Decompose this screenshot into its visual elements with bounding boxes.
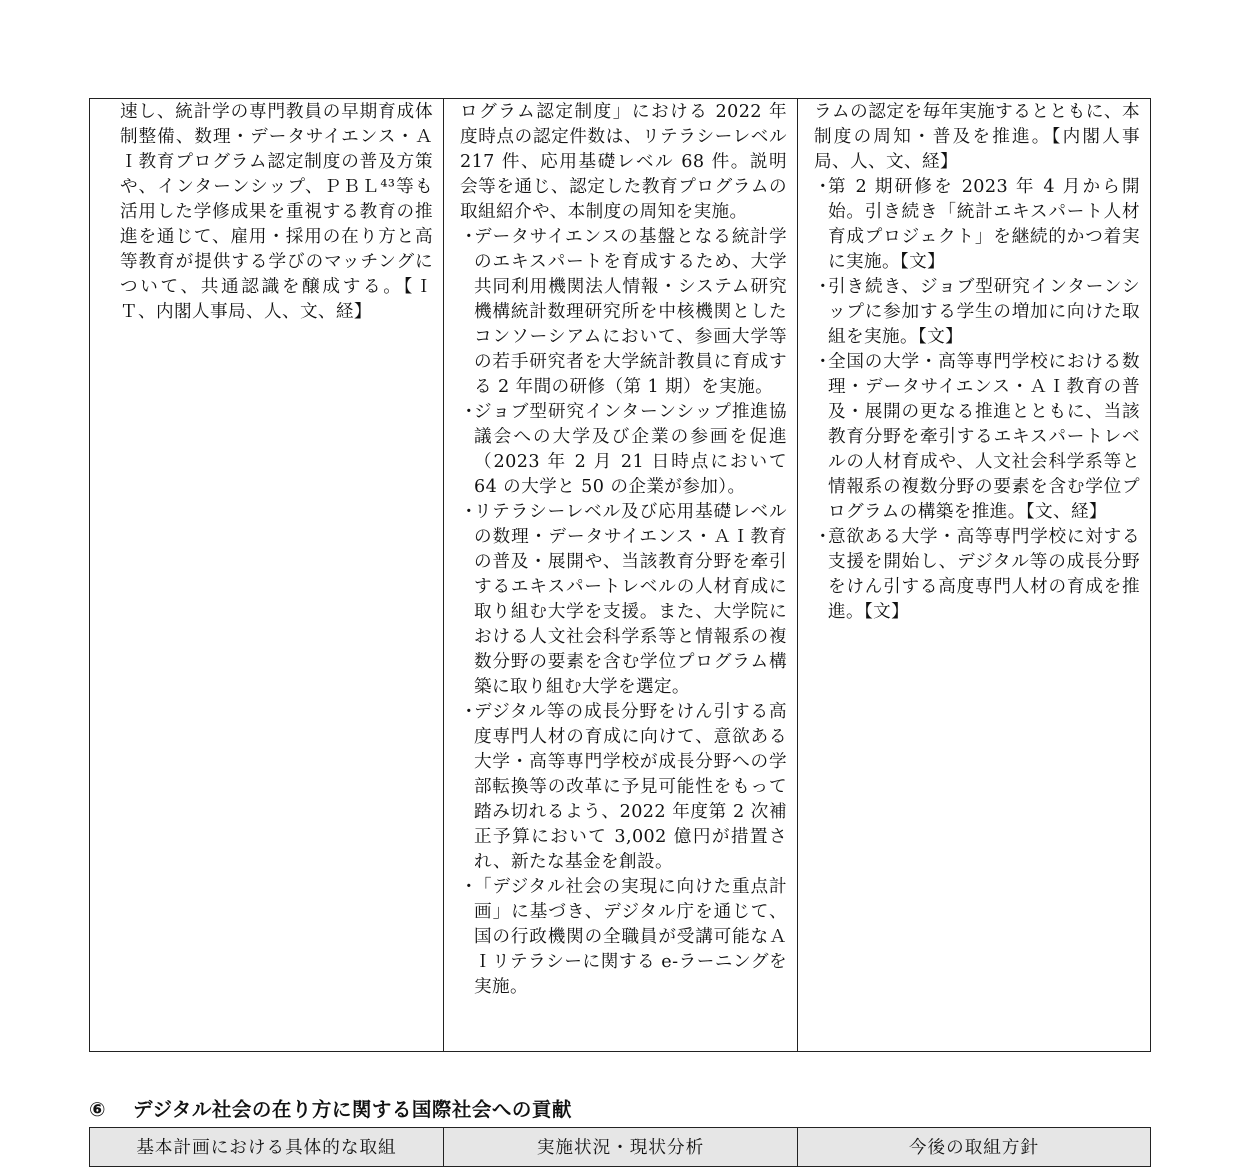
list-item: ・ 意欲ある大学・高等専門学校に対する支援を開始し、デジタル等の成長分野をけん引する高度専門人材の育成を推進。【文】 — [814, 527, 1140, 622]
list-item: ・ デジタル等の成長分野をけん引する高度専門人材の育成に向けて、意欲ある大学・高等専門学校が成長分野への学部転換等の改革に予見可能性をもって踏み切れるよう、2022 年度第 2 次補正予算において 3,002 億円が措置され、新たな基金を創設。 — [460, 702, 787, 872]
status-intro: ログラム認定制度」における 2022 年度時点の認定件数は、リテラシーレベル 217 件、応用基礎レベル 68 件。説明会等を通じ、認定した教育プログラムの取組紹介や、本制度の周知を実施。 — [460, 102, 787, 222]
bullet-mark: ・ — [814, 177, 832, 197]
section-title: デジタル社会の在り方に関する国際社会への貢献 — [133, 1098, 572, 1121]
list-item: ・ データサイエンスの基盤となる統計学のエキスパートを育成するため、大学共同利用機関法人情報・システム研究機構統計数理研究所を中核機関としたコンソーシアムにおいて、参画大学等の若手研究者を大学統計教員に育成する 2 年間の研修（第 1 期）を実施。 — [460, 227, 787, 397]
header-policy: 今後の取組方針 — [908, 1138, 1040, 1158]
next-table-header — [89, 1127, 1151, 1167]
col-plan — [90, 99, 444, 1051]
col-plan-forward — [798, 99, 1150, 1051]
bullet-mark: ・ — [460, 702, 478, 722]
bullet-mark: ・ — [814, 527, 832, 547]
bullet-mark: ・ — [460, 877, 478, 897]
forward-intro: ラムの認定を毎年実施するとともに、本制度の周知・普及を推進。【内閣人事局、人、文、経】 — [814, 102, 1140, 172]
list-item: ・ 全国の大学・高等専門学校における数理・データサイエンス・ＡＩ教育の普及・展開の更なる推進とともに、当該教育分野を牽引するエキスパートレベルの人材育成や、人文社会科学系等と情報系の複数分野の要素を含む学位プログラムの構築を推進。【文、経】 — [814, 352, 1140, 522]
header-status: 実施状況・現状分析 — [444, 1128, 798, 1166]
section-heading — [89, 1094, 572, 1122]
bullet-mark: ・ — [460, 227, 478, 247]
main-table — [89, 98, 1151, 1052]
bullet-mark: ・ — [814, 277, 832, 297]
plan-text: 速し、統計学の専門教員の早期育成体制整備、数理・データサイエンス・ＡＩ教育プログラム認定制度の普及方策や、インターンシップ、ＰＢＬ⁴³等も活用した学修成果を重視する教育の推進を通じて、雇用・採用の在り方と高等教育が提供する学びのマッチングについて、共通認識を醸成する。【ＩＴ、内閣人事局、人、文、経】 — [120, 102, 433, 322]
list-item: ・ 第 2 期研修を 2023 年 4 月から開始。引き続き「統計エキスパート人材育成プロジェクト」を継続的かつ着実に実施。【文】 — [814, 177, 1140, 272]
list-item: ・ リテラシーレベル及び応用基礎レベルの数理・データサイエンス・ＡＩ教育の普及・展開や、当該教育分野を牽引するエキスパートレベルの人材育成に取り組む大学を支援。また、大学院における人文社会科学系等と情報系の複数分野の要素を含む学位プログラム構築に取り組む大学を選定。 — [460, 502, 787, 697]
col-status — [444, 99, 798, 1051]
section-number: ⑥ — [89, 1098, 107, 1121]
header-plan: 基本計画における具体的な取組 — [90, 1128, 444, 1166]
list-item: ・ 「デジタル社会の実現に向けた重点計画」に基づき、デジタル庁を通じて、国の行政機関の全職員が受講可能なＡＩリテラシーに関する e-ラーニングを実施。 — [460, 877, 787, 997]
bullet-mark: ・ — [814, 352, 832, 372]
bullet-mark: ・ — [460, 402, 478, 422]
list-item: ・ 引き続き、ジョブ型研究インターンシップに参加する学生の増加に向けた取組を実施。【文】 — [814, 277, 1140, 347]
bullet-mark: ・ — [460, 502, 478, 522]
list-item: ・ ジョブ型研究インターンシップ推進協議会への大学及び企業の参画を促進（2023 年 2 月 21 日時点において 64 の大学と 50 の企業が参加）。 — [460, 402, 787, 497]
